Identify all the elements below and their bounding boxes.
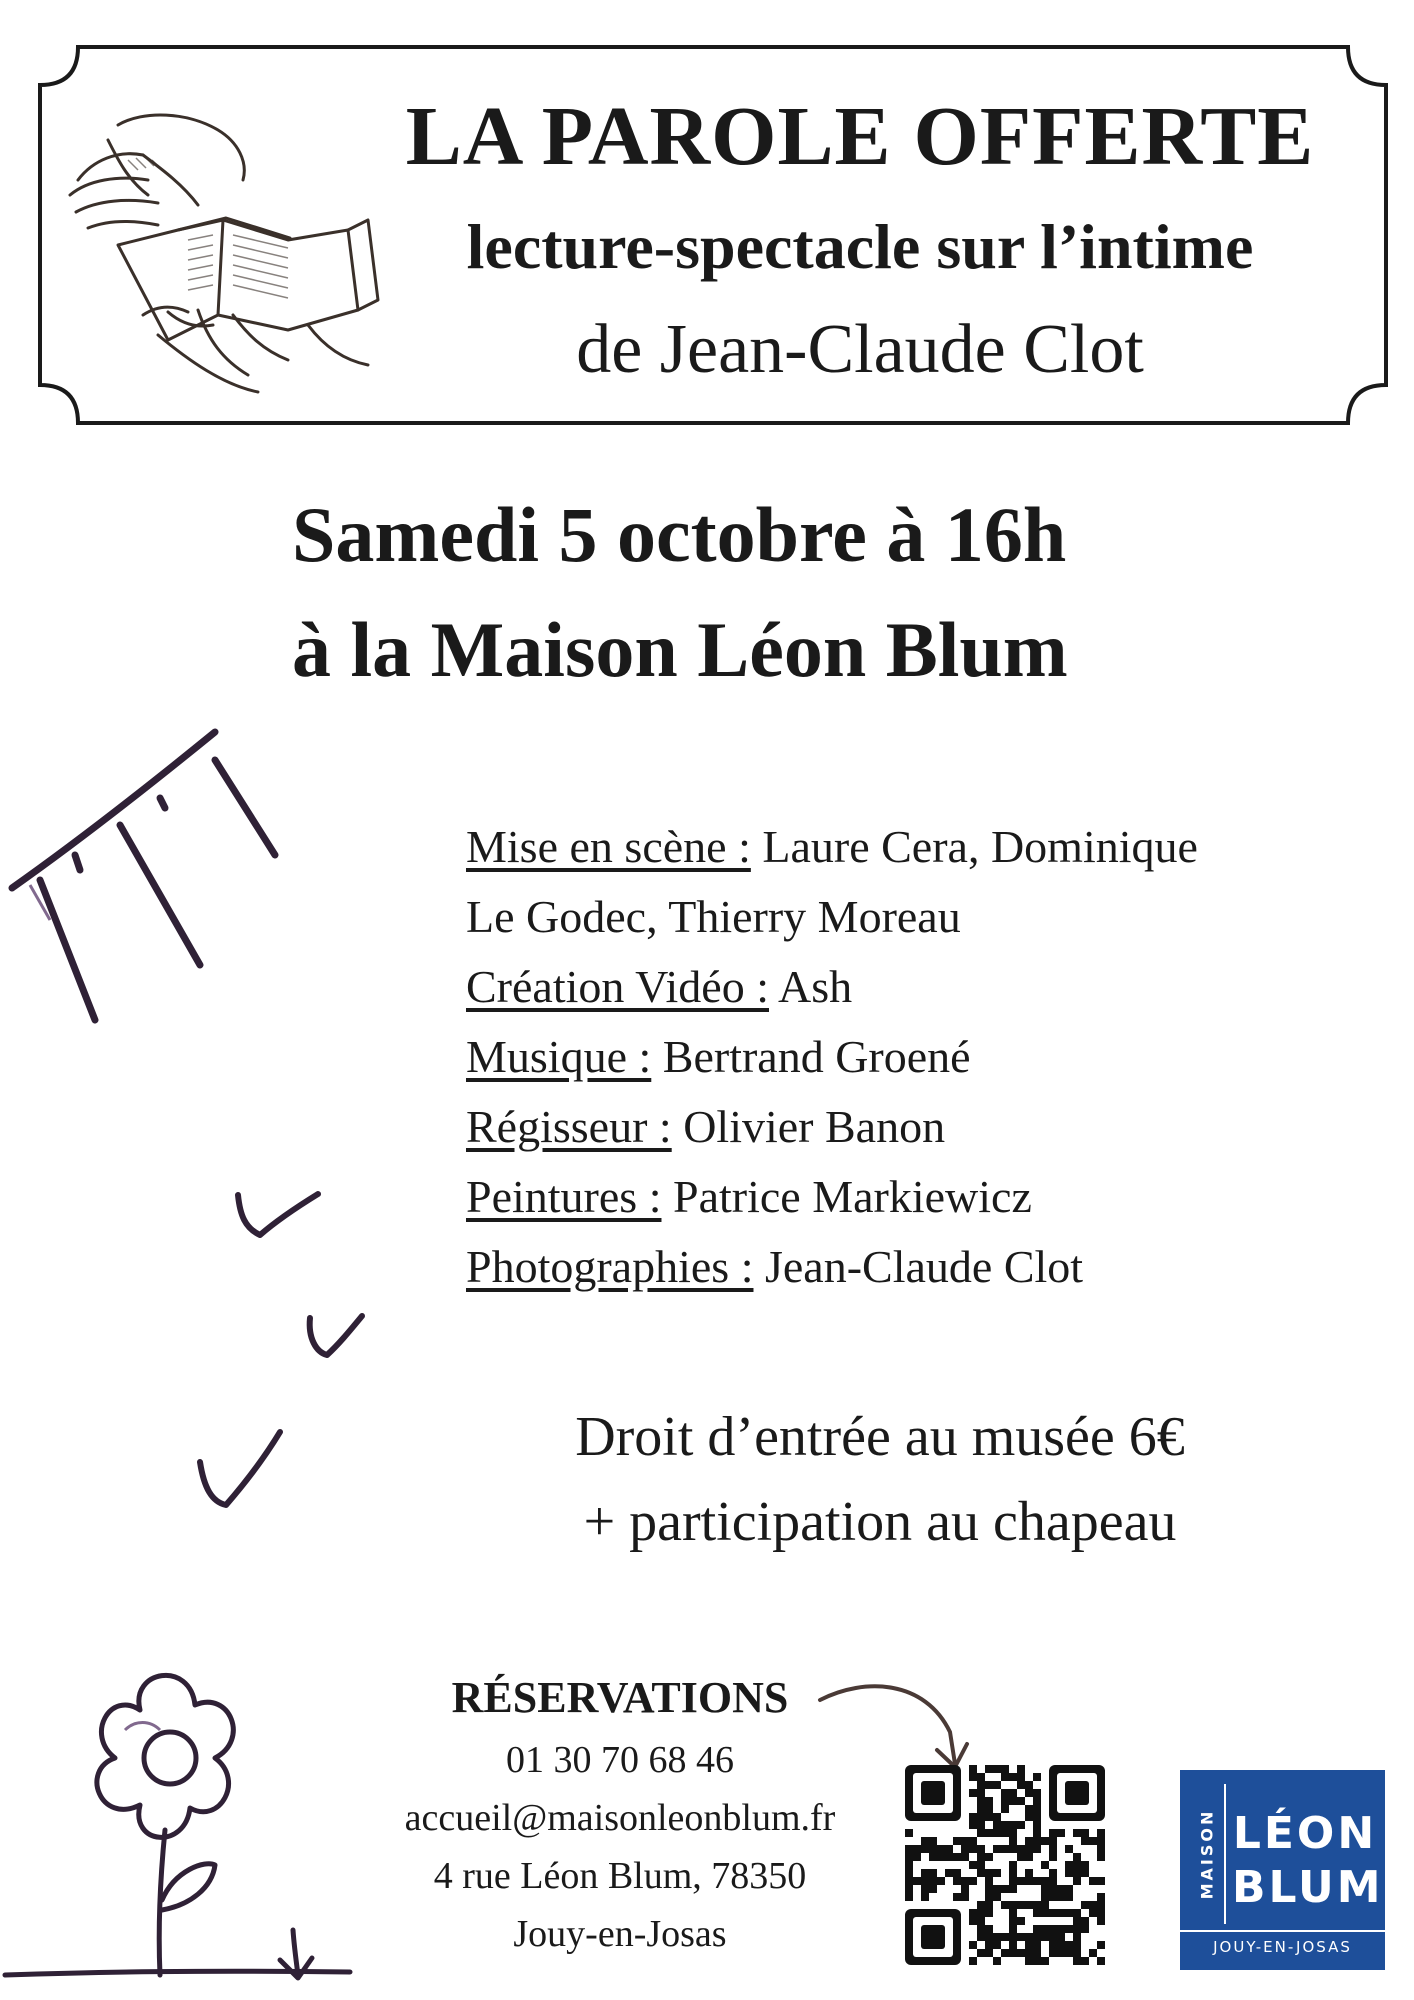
qr-module xyxy=(1025,1933,1033,1941)
qr-module xyxy=(1001,1773,1009,1781)
qr-module xyxy=(1049,1829,1057,1837)
qr-module xyxy=(1049,1925,1057,1933)
qr-module xyxy=(993,1941,1001,1949)
hands-book-illustration xyxy=(48,100,388,400)
credit-row-paintings xyxy=(466,1162,1366,1232)
qr-module xyxy=(945,1845,953,1853)
qr-module xyxy=(1017,1773,1025,1781)
qr-module xyxy=(1001,1829,1009,1837)
qr-module xyxy=(1097,1837,1105,1845)
qr-module xyxy=(1001,1821,1009,1829)
credit-label: Création Vidéo : xyxy=(466,961,769,1012)
qr-module xyxy=(1025,1901,1033,1909)
qr-module xyxy=(969,1837,977,1845)
credit-label: Régisseur : xyxy=(466,1101,672,1152)
qr-module xyxy=(921,1893,929,1901)
qr-module xyxy=(929,1837,937,1845)
qr-module xyxy=(1041,1909,1049,1917)
qr-module xyxy=(977,1909,985,1917)
qr-module xyxy=(905,1853,913,1861)
qr-module xyxy=(1001,1885,1009,1893)
qr-module xyxy=(985,1813,993,1821)
qr-module xyxy=(1089,1909,1097,1917)
qr-module xyxy=(929,1877,937,1885)
qr-module xyxy=(1049,1869,1057,1877)
qr-module xyxy=(993,1845,1001,1853)
qr-module xyxy=(1073,1853,1081,1861)
qr-finder-pattern xyxy=(1065,1781,1089,1805)
qr-module xyxy=(1009,1773,1017,1781)
qr-module xyxy=(1049,1941,1057,1949)
qr-module xyxy=(1017,1901,1025,1909)
qr-module xyxy=(969,1861,977,1869)
qr-module xyxy=(993,1893,1001,1901)
qr-module xyxy=(1033,1821,1041,1829)
qr-module xyxy=(929,1885,937,1893)
qr-module xyxy=(1009,1861,1017,1869)
qr-module xyxy=(1049,1845,1057,1853)
qr-module xyxy=(1057,1949,1065,1957)
credit-label: Musique : xyxy=(466,1031,652,1082)
page-title: LA PAROLE OFFERTE xyxy=(405,90,1315,183)
qr-module xyxy=(977,1861,985,1869)
qr-module xyxy=(969,1773,977,1781)
qr-module xyxy=(1041,1885,1049,1893)
qr-module xyxy=(1097,1957,1105,1965)
qr-module xyxy=(969,1917,977,1925)
qr-module xyxy=(1065,1845,1073,1853)
author-line: de Jean-Claude Clot xyxy=(576,311,1144,388)
qr-module xyxy=(1025,1805,1033,1813)
qr-module xyxy=(1081,1957,1089,1965)
qr-module xyxy=(1065,1861,1073,1869)
qr-module xyxy=(977,1933,985,1941)
qr-module xyxy=(1001,1789,1009,1797)
qr-module xyxy=(961,1837,969,1845)
qr-module xyxy=(953,1837,961,1845)
qr-module xyxy=(1033,1805,1041,1813)
qr-module xyxy=(1017,1781,1025,1789)
qr-module xyxy=(1089,1837,1097,1845)
qr-module xyxy=(977,1805,985,1813)
qr-module xyxy=(1097,1901,1105,1909)
qr-module xyxy=(1049,1837,1057,1845)
qr-module xyxy=(1057,1933,1065,1941)
qr-module xyxy=(1033,1797,1041,1805)
qr-module xyxy=(1001,1933,1009,1941)
qr-module xyxy=(1017,1949,1025,1957)
qr-module xyxy=(1017,1933,1025,1941)
credit-value: Patrice Markiewicz xyxy=(672,1171,1032,1222)
qr-module xyxy=(985,1909,993,1917)
qr-module xyxy=(1065,1925,1073,1933)
qr-module xyxy=(945,1853,953,1861)
qr-module xyxy=(1097,1845,1105,1853)
qr-module xyxy=(1009,1845,1017,1853)
qr-finder-pattern xyxy=(921,1781,945,1805)
qr-module xyxy=(985,1893,993,1901)
qr-module xyxy=(985,1853,993,1861)
qr-module xyxy=(921,1877,929,1885)
credit-row-music xyxy=(466,1022,1366,1092)
qr-module xyxy=(1041,1877,1049,1885)
qr-module xyxy=(1009,1925,1017,1933)
logo-city-text: JOUY-EN-JOSAS xyxy=(1213,1938,1352,1956)
qr-module xyxy=(1033,1837,1041,1845)
qr-module xyxy=(1073,1917,1081,1925)
qr-module xyxy=(1049,1893,1057,1901)
qr-module xyxy=(1001,1765,1009,1773)
qr-module xyxy=(977,1901,985,1909)
qr-module xyxy=(953,1893,961,1901)
qr-module xyxy=(1017,1845,1025,1853)
qr-module xyxy=(977,1917,985,1925)
qr-module xyxy=(1089,1901,1097,1909)
qr-module xyxy=(969,1941,977,1949)
qr-module xyxy=(977,1869,985,1877)
qr-module xyxy=(1081,1901,1089,1909)
reservations-title: RÉSERVATIONS xyxy=(451,1673,789,1722)
qr-module xyxy=(1073,1957,1081,1965)
qr-module xyxy=(905,1885,913,1893)
qr-module xyxy=(1065,1949,1073,1957)
qr-module xyxy=(1017,1917,1025,1925)
qr-module xyxy=(1025,1781,1033,1789)
qr-module xyxy=(1017,1765,1025,1773)
price-line: Droit d’entrée au musée 6€ xyxy=(575,1406,1185,1468)
qr-module xyxy=(1073,1829,1081,1837)
qr-module xyxy=(905,1869,913,1877)
qr-module xyxy=(985,1829,993,1837)
credit-label: Peintures : xyxy=(466,1171,662,1222)
qr-module xyxy=(1009,1933,1017,1941)
qr-module xyxy=(945,1869,953,1877)
qr-module xyxy=(969,1821,977,1829)
qr-module xyxy=(993,1957,1001,1965)
qr-module xyxy=(1009,1885,1017,1893)
qr-module xyxy=(985,1925,993,1933)
event-venue: à la Maison Léon Blum xyxy=(292,606,1068,693)
comb-doodle xyxy=(0,720,290,1060)
qr-module xyxy=(1065,1869,1073,1877)
qr-module xyxy=(1033,1933,1041,1941)
qr-module xyxy=(977,1925,985,1933)
qr-module xyxy=(1017,1821,1025,1829)
qr-module xyxy=(1025,1957,1033,1965)
qr-module xyxy=(937,1853,945,1861)
qr-module xyxy=(961,1877,969,1885)
qr-module xyxy=(1025,1845,1033,1853)
qr-module xyxy=(1041,1925,1049,1933)
qr-module xyxy=(993,1813,1001,1821)
qr-module xyxy=(1009,1941,1017,1949)
qr-module xyxy=(985,1765,993,1773)
qr-module xyxy=(1025,1941,1033,1949)
qr-module xyxy=(1097,1941,1105,1949)
qr-module xyxy=(905,1877,913,1885)
qr-module xyxy=(1097,1829,1105,1837)
qr-code[interactable] xyxy=(905,1765,1105,1965)
qr-module xyxy=(1033,1925,1041,1933)
credits-list xyxy=(466,812,1366,1302)
qr-module xyxy=(985,1949,993,1957)
qr-module xyxy=(985,1805,993,1813)
qr-module xyxy=(977,1781,985,1789)
credit-value: Jean-Claude Clot xyxy=(764,1241,1084,1292)
qr-module xyxy=(977,1773,985,1781)
qr-module xyxy=(1009,1869,1017,1877)
qr-module xyxy=(1033,1877,1041,1885)
credit-value: Le Godec, Thierry Moreau xyxy=(466,891,961,942)
qr-module xyxy=(1097,1893,1105,1901)
qr-module xyxy=(961,1893,969,1901)
qr-module xyxy=(1009,1829,1017,1837)
qr-module xyxy=(985,1901,993,1909)
qr-module xyxy=(977,1789,985,1797)
qr-module xyxy=(1009,1917,1017,1925)
qr-module xyxy=(1065,1941,1073,1949)
qr-module xyxy=(993,1821,1001,1829)
qr-module xyxy=(1001,1949,1009,1957)
qr-module xyxy=(969,1845,977,1853)
qr-module xyxy=(993,1765,1001,1773)
qr-module xyxy=(985,1941,993,1949)
qr-module xyxy=(1033,1813,1041,1821)
qr-module xyxy=(985,1933,993,1941)
qr-module xyxy=(985,1877,993,1885)
qr-module xyxy=(905,1893,913,1901)
credit-row-stage-manager xyxy=(466,1092,1366,1162)
qr-module xyxy=(921,1845,929,1853)
qr-module xyxy=(1001,1901,1009,1909)
qr-module xyxy=(1057,1885,1065,1893)
qr-module xyxy=(1097,1853,1105,1861)
qr-module xyxy=(1041,1957,1049,1965)
qr-module xyxy=(1033,1901,1041,1909)
reservations-phone[interactable]: 01 30 70 68 46 xyxy=(506,1739,734,1781)
logo-divider xyxy=(1180,1930,1385,1932)
qr-module xyxy=(913,1877,921,1885)
qr-module xyxy=(929,1853,937,1861)
qr-module xyxy=(1033,1909,1041,1917)
check-marks-doodle xyxy=(190,1170,390,1530)
qr-module xyxy=(1017,1877,1025,1885)
flower-doodle xyxy=(0,1650,380,1990)
qr-module xyxy=(905,1829,913,1837)
qr-module xyxy=(1081,1837,1089,1845)
qr-module xyxy=(993,1933,1001,1941)
qr-module xyxy=(1065,1885,1073,1893)
logo-word-blum: BLUM xyxy=(1232,1862,1384,1913)
page-subtitle: lecture-spectacle sur l’intime xyxy=(466,211,1254,282)
qr-module xyxy=(921,1837,929,1845)
qr-module xyxy=(961,1853,969,1861)
qr-module xyxy=(953,1853,961,1861)
qr-module xyxy=(993,1781,1001,1789)
qr-module xyxy=(977,1853,985,1861)
qr-module xyxy=(1001,1805,1009,1813)
qr-module xyxy=(985,1797,993,1805)
qr-module xyxy=(905,1861,913,1869)
qr-module xyxy=(1009,1949,1017,1957)
qr-module xyxy=(977,1821,985,1829)
credit-row-video xyxy=(466,952,1366,1022)
qr-module xyxy=(1041,1933,1049,1941)
qr-module xyxy=(1049,1949,1057,1957)
qr-module xyxy=(1073,1949,1081,1957)
qr-module xyxy=(969,1909,977,1917)
qr-module xyxy=(913,1853,921,1861)
qr-module xyxy=(1057,1909,1065,1917)
qr-module xyxy=(1009,1909,1017,1917)
qr-module xyxy=(1033,1941,1041,1949)
qr-module xyxy=(1081,1925,1089,1933)
qr-module xyxy=(1033,1957,1041,1965)
qr-module xyxy=(969,1877,977,1885)
qr-module xyxy=(929,1869,937,1877)
qr-module xyxy=(1025,1813,1033,1821)
qr-module xyxy=(1073,1933,1081,1941)
qr-module xyxy=(1041,1893,1049,1901)
qr-module xyxy=(1073,1925,1081,1933)
qr-module xyxy=(1081,1861,1089,1869)
credit-row-staging-cont xyxy=(466,882,1366,952)
qr-module xyxy=(1009,1837,1017,1845)
qr-module xyxy=(1097,1909,1105,1917)
qr-module xyxy=(1009,1901,1017,1909)
qr-module xyxy=(993,1869,1001,1877)
qr-module xyxy=(969,1765,977,1773)
qr-module xyxy=(985,1885,993,1893)
qr-module xyxy=(993,1829,1001,1837)
qr-module xyxy=(1089,1877,1097,1885)
qr-module xyxy=(1073,1877,1081,1885)
reservations-address: 4 rue Léon Blum, 78350 xyxy=(433,1855,807,1897)
qr-module xyxy=(1041,1837,1049,1845)
qr-module xyxy=(985,1869,993,1877)
credit-label: Mise en scène : xyxy=(466,821,751,872)
credit-value: Laure Cera, Dominique xyxy=(762,821,1198,872)
qr-module xyxy=(969,1813,977,1821)
qr-module xyxy=(1025,1949,1033,1957)
qr-module xyxy=(1041,1861,1049,1869)
qr-module xyxy=(1009,1877,1017,1885)
qr-module xyxy=(1081,1829,1089,1837)
qr-module xyxy=(937,1845,945,1853)
qr-module xyxy=(1049,1933,1057,1941)
credit-label: Photographies : xyxy=(466,1241,754,1292)
reservations-city: Jouy-en-Josas xyxy=(513,1913,727,1955)
qr-module xyxy=(1025,1789,1033,1797)
qr-module xyxy=(961,1845,969,1853)
qr-module xyxy=(1001,1797,1009,1805)
credit-value: Ash xyxy=(777,961,853,1012)
qr-module xyxy=(1089,1949,1097,1957)
qr-module xyxy=(1017,1853,1025,1861)
qr-module xyxy=(953,1869,961,1877)
qr-module xyxy=(1017,1797,1025,1805)
qr-module xyxy=(1049,1877,1057,1885)
qr-finder-pattern xyxy=(921,1925,945,1949)
qr-module xyxy=(905,1845,913,1853)
qr-module xyxy=(977,1845,985,1853)
qr-module xyxy=(1041,1901,1049,1909)
qr-module xyxy=(1001,1845,1009,1853)
credit-value: Bertrand Groené xyxy=(662,1031,971,1082)
qr-module xyxy=(913,1845,921,1853)
qr-module xyxy=(1025,1877,1033,1885)
qr-module xyxy=(977,1829,985,1837)
qr-module xyxy=(985,1781,993,1789)
qr-module xyxy=(1025,1837,1033,1845)
qr-module xyxy=(1073,1869,1081,1877)
qr-module xyxy=(1049,1909,1057,1917)
qr-module xyxy=(1033,1845,1041,1853)
event-date: Samedi 5 octobre à 16h xyxy=(292,491,1067,578)
qr-module xyxy=(1073,1909,1081,1917)
qr-module xyxy=(937,1877,945,1885)
qr-module xyxy=(1097,1917,1105,1925)
qr-module xyxy=(1073,1861,1081,1869)
qr-module xyxy=(1025,1869,1033,1877)
chapeau-line: + participation au chapeau xyxy=(583,1491,1177,1553)
qr-module xyxy=(1049,1853,1057,1861)
qr-module xyxy=(1033,1949,1041,1957)
qr-module xyxy=(1065,1893,1073,1901)
qr-module xyxy=(993,1885,1001,1893)
logo-side-band xyxy=(1190,1784,1226,1924)
qr-module xyxy=(1033,1789,1041,1797)
credit-value: Olivier Banon xyxy=(683,1101,946,1152)
qr-module xyxy=(1081,1869,1089,1877)
qr-module xyxy=(1057,1925,1065,1933)
qr-module xyxy=(929,1845,937,1853)
qr-module xyxy=(1057,1893,1065,1901)
qr-module xyxy=(1009,1797,1017,1805)
qr-module xyxy=(969,1789,977,1797)
qr-module xyxy=(1009,1821,1017,1829)
qr-module xyxy=(1049,1885,1057,1893)
qr-module xyxy=(977,1949,985,1957)
qr-module xyxy=(1009,1789,1017,1797)
maison-leon-blum-logo xyxy=(1180,1770,1385,1970)
qr-module xyxy=(969,1957,977,1965)
qr-module xyxy=(977,1797,985,1805)
qr-module xyxy=(1065,1909,1073,1917)
qr-module xyxy=(961,1885,969,1893)
qr-module xyxy=(953,1877,961,1885)
qr-module xyxy=(1025,1853,1033,1861)
qr-module xyxy=(1097,1877,1105,1885)
credit-row-photos xyxy=(466,1232,1366,1302)
qr-module xyxy=(1081,1917,1089,1925)
qr-module xyxy=(1033,1829,1041,1837)
qr-module xyxy=(1057,1829,1065,1837)
qr-module xyxy=(921,1885,929,1893)
qr-module xyxy=(1057,1941,1065,1949)
credit-row-staging xyxy=(466,812,1366,882)
qr-module xyxy=(977,1813,985,1821)
qr-module xyxy=(1033,1773,1041,1781)
reservations-email[interactable]: accueil@maisonleonblum.fr xyxy=(404,1797,836,1839)
qr-module xyxy=(1073,1941,1081,1949)
logo-word-leon: LÉON xyxy=(1232,1808,1378,1859)
qr-module xyxy=(921,1869,929,1877)
logo-side-text: MAISON xyxy=(1197,1808,1217,1900)
